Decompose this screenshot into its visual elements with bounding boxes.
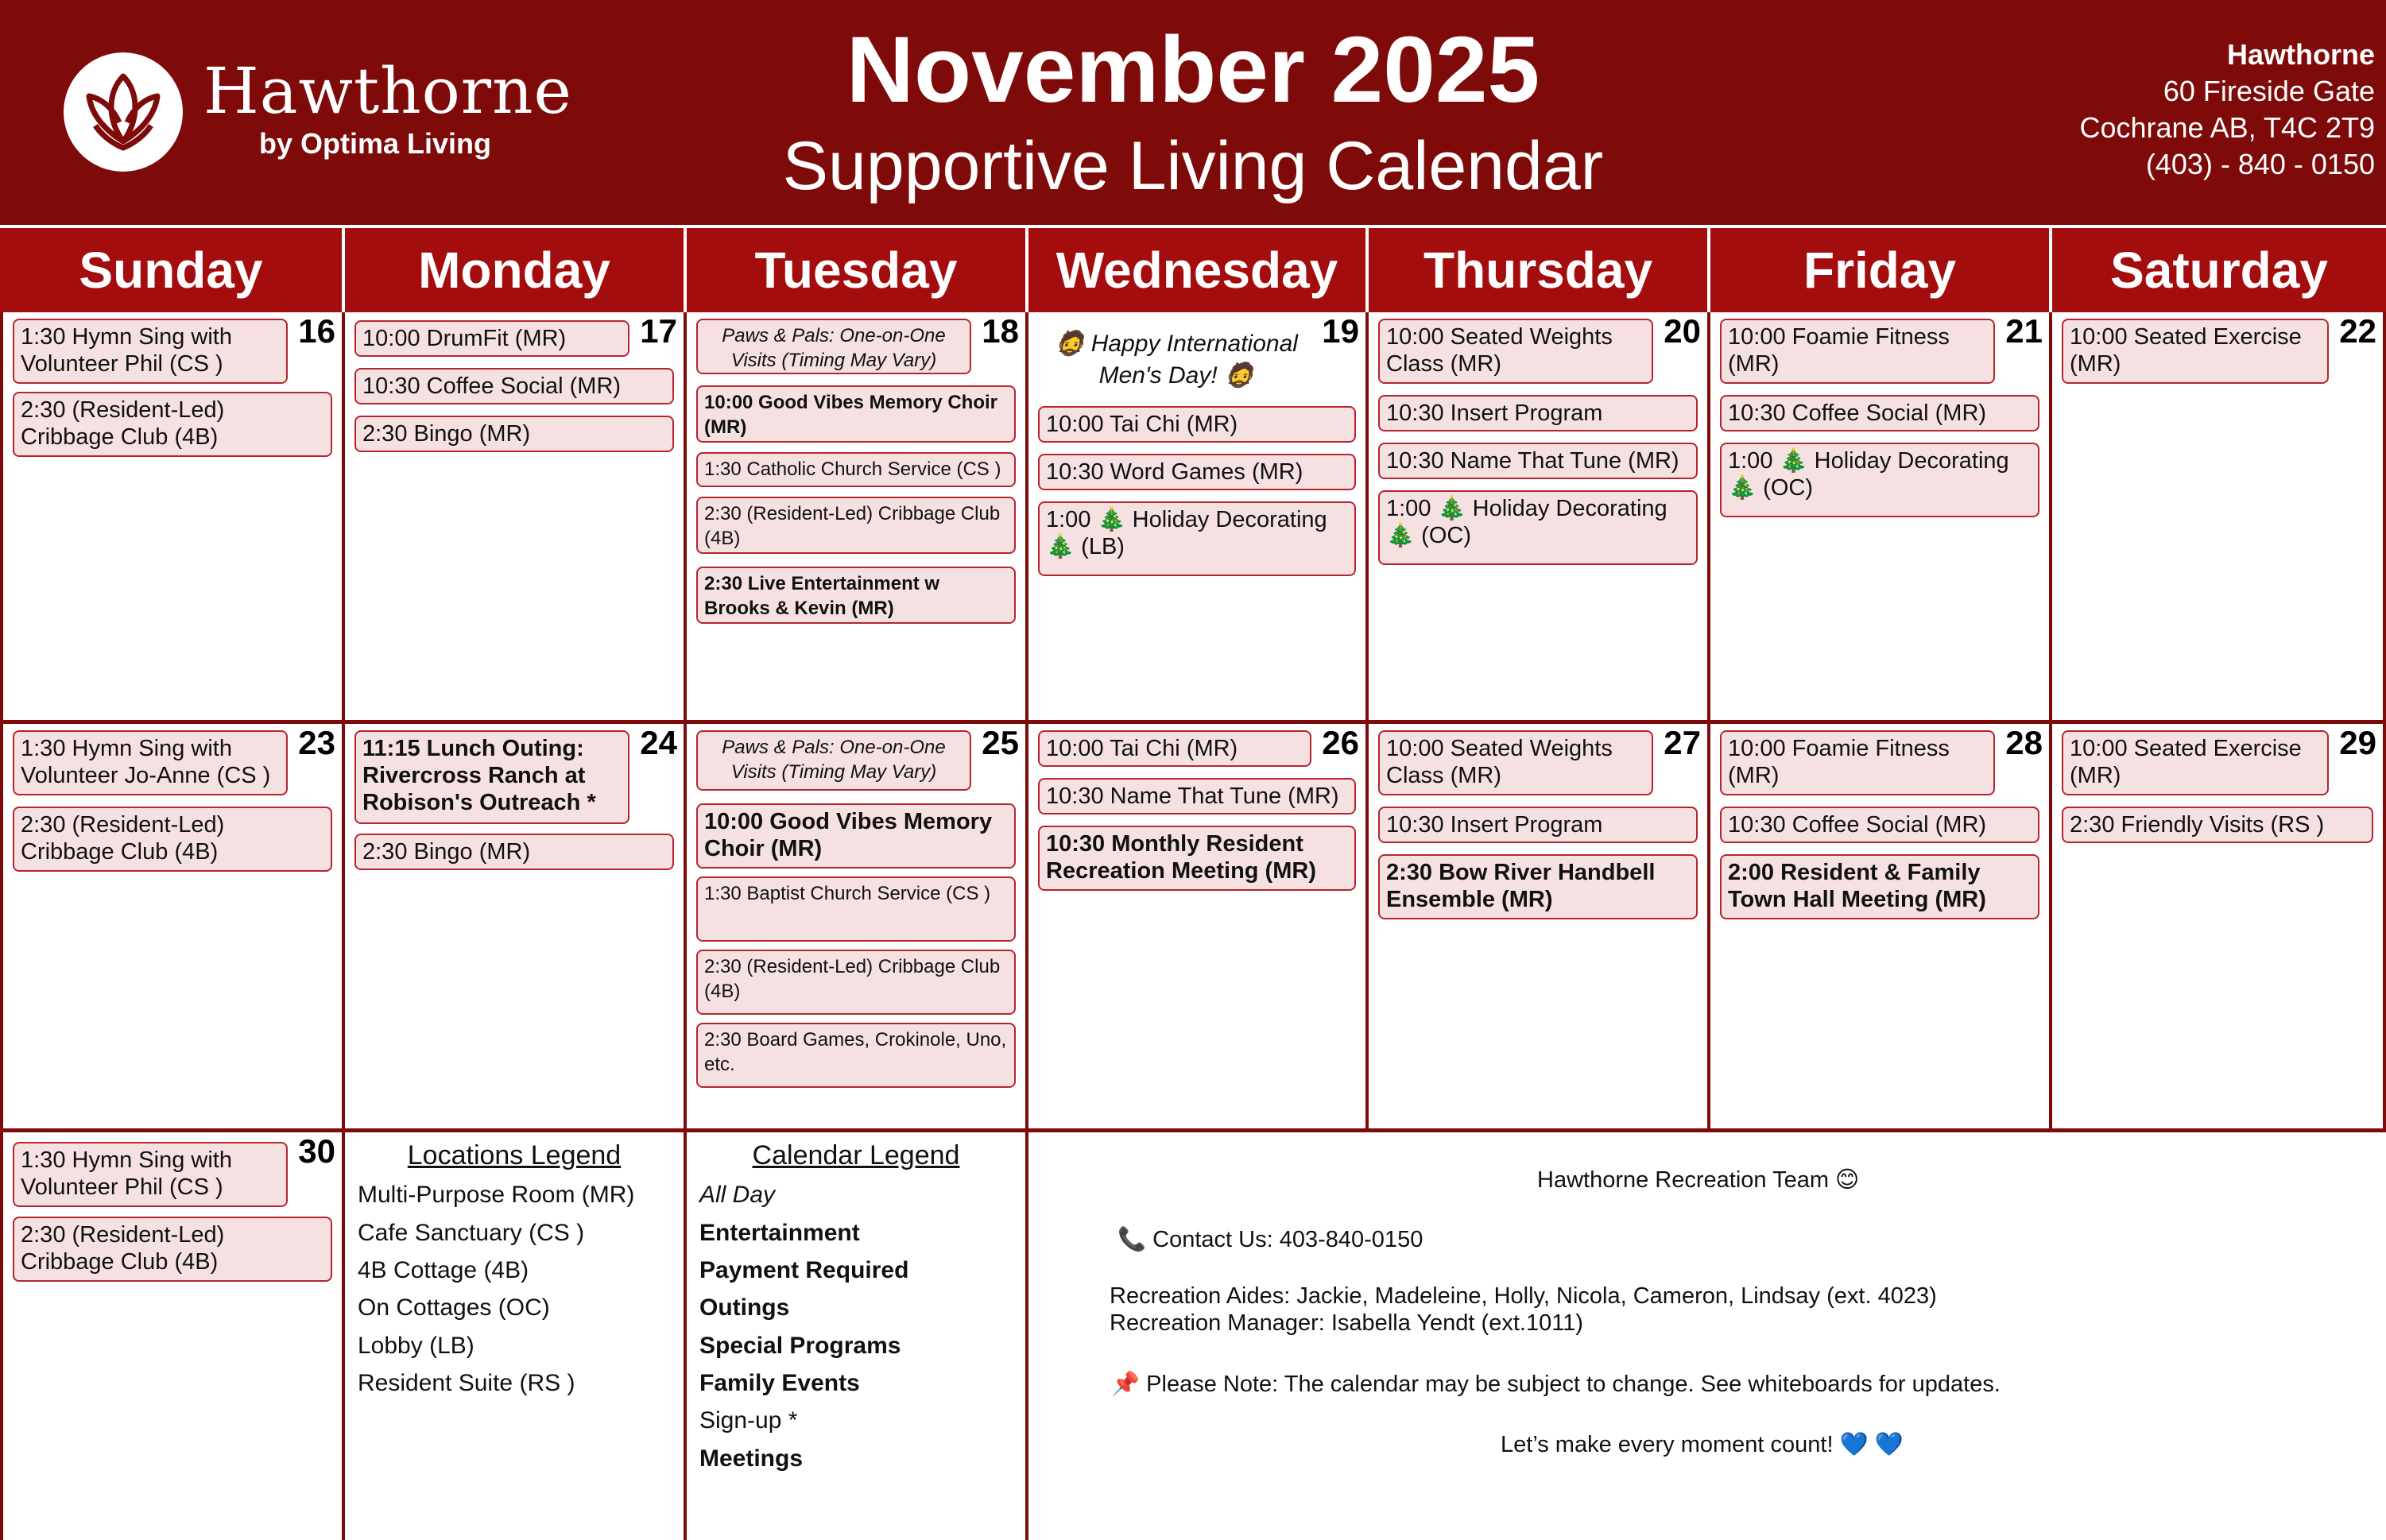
- event-cribbage-club[interactable]: 2:30 (Resident-Led) Cribbage Club (4B): [13, 807, 332, 872]
- recreation-manager: Recreation Manager: Isabella Yendt (ext.1011): [1110, 1310, 1583, 1336]
- event-bingo[interactable]: 2:30 Bingo (MR): [354, 416, 674, 452]
- day-number: 29: [2339, 724, 2376, 761]
- dayhead-thursday: Thursday: [1369, 228, 1707, 312]
- day-number: 27: [1664, 724, 1701, 761]
- dayhead-sunday: Sunday: [0, 228, 342, 312]
- day-number: 23: [298, 724, 335, 761]
- legend-location: Multi-Purpose Room (MR): [358, 1182, 635, 1208]
- day-cell-29: [2052, 724, 2383, 1128]
- day-cell-20: [1369, 312, 1707, 720]
- day-cell-18: [687, 312, 1025, 720]
- day-number: 30: [298, 1132, 335, 1170]
- event-church-service[interactable]: 1:30 Baptist Church Service (CS ): [696, 876, 1016, 942]
- dayhead-monday: Monday: [345, 228, 684, 312]
- event-name-that-tune[interactable]: 10:30 Name That Tune (MR): [1378, 443, 1698, 479]
- day-cell-22: [2052, 312, 2383, 720]
- contact-address-line2: Cochrane AB, T4C 2T9: [2079, 111, 2375, 144]
- event-tai-chi[interactable]: 10:00 Tai Chi (MR): [1038, 406, 1356, 443]
- event-handbell-ensemble[interactable]: 2:30 Bow River Handbell Ensemble (MR): [1378, 854, 1698, 919]
- event-cribbage-club[interactable]: 2:30 (Resident-Led) Cribbage Club (4B): [696, 950, 1016, 1015]
- legend-meetings: Meetings: [699, 1445, 804, 1472]
- brand-name: Hawthorne: [203, 54, 572, 128]
- dayhead-friday: Friday: [1710, 228, 2049, 312]
- legend-location: On Cottages (OC): [358, 1294, 550, 1321]
- event-church-service[interactable]: 1:30 Catholic Church Service (CS ): [696, 452, 1016, 487]
- event-holiday-decorating[interactable]: 1:00 🎄 Holiday Decorating 🎄 (LB): [1038, 501, 1356, 576]
- event-hymn-sing[interactable]: 1:30 Hymn Sing with Volunteer Phil (CS ): [13, 319, 288, 384]
- legend-payment-required: Payment Required: [699, 1257, 909, 1283]
- day-cell-27: [1369, 724, 1707, 1128]
- recreation-aides: Recreation Aides: Jackie, Madeleine, Holly, Nicola, Cameron, Lindsay (ext. 4023): [1110, 1283, 1937, 1309]
- legend-special-programs: Special Programs: [699, 1333, 901, 1359]
- day-number: 19: [1322, 312, 1359, 350]
- legend-sign-up: Sign-up *: [699, 1407, 798, 1434]
- legend-location: Resident Suite (RS ): [358, 1370, 575, 1396]
- day-number: 28: [2005, 724, 2043, 761]
- day-cell-28: [1710, 724, 2049, 1128]
- closing-message: Let’s make every moment count! 💙 💙: [1501, 1432, 1904, 1457]
- legend-family-events: Family Events: [699, 1370, 860, 1396]
- schedule-change-note: 📌 Please Note: The calendar may be subject to change. See whiteboards for updates.: [1111, 1372, 2001, 1397]
- brand-subtitle: by Optima Living: [259, 127, 492, 160]
- info-panel: [1028, 1132, 2386, 1540]
- day-number: 25: [982, 724, 1019, 761]
- legend-entertainment: Entertainment: [699, 1220, 860, 1246]
- contact-address-line1: 60 Fireside Gate: [2163, 75, 2375, 107]
- event-bingo[interactable]: 2:30 Bingo (MR): [354, 834, 674, 870]
- event-name-that-tune[interactable]: 10:30 Name That Tune (MR): [1038, 778, 1356, 814]
- calendar-header: [0, 0, 2386, 225]
- calendar-legend-title: Calendar Legend: [752, 1140, 960, 1170]
- legend-location: Lobby (LB): [358, 1333, 474, 1359]
- event-live-entertainment[interactable]: 2:30 Live Entertainment w Brooks & Kevin (MR): [696, 567, 1016, 624]
- day-cell-23: [3, 724, 342, 1128]
- locations-legend: [345, 1132, 684, 1540]
- page-title: November 2025: [846, 17, 1540, 122]
- day-number: 26: [1322, 724, 1359, 761]
- event-seated-exercise[interactable]: 10:00 Seated Exercise (MR): [2062, 319, 2329, 384]
- dayhead-tuesday: Tuesday: [687, 228, 1025, 312]
- event-seated-weights[interactable]: 10:00 Seated Weights Class (MR): [1378, 730, 1653, 795]
- day-cell-17: [345, 312, 684, 720]
- event-word-games[interactable]: 10:30 Word Games (MR): [1038, 454, 1356, 490]
- event-seated-weights[interactable]: 10:00 Seated Weights Class (MR): [1378, 319, 1653, 384]
- day-cell-30: [3, 1132, 342, 1540]
- day-number: 16: [298, 312, 335, 350]
- event-coffee-social[interactable]: 10:30 Coffee Social (MR): [1720, 395, 2039, 431]
- event-hymn-sing[interactable]: 1:30 Hymn Sing with Volunteer Phil (CS ): [13, 1142, 288, 1207]
- day-number: 17: [640, 312, 677, 350]
- day-cell-19: [1028, 312, 1365, 720]
- calendar-legend: [687, 1132, 1025, 1540]
- contact-phone: (403) - 840 - 0150: [2145, 148, 2375, 180]
- event-hymn-sing[interactable]: 1:30 Hymn Sing with Volunteer Jo-Anne (CS ): [13, 730, 288, 795]
- event-cribbage-club[interactable]: 2:30 (Resident-Led) Cribbage Club (4B): [13, 1217, 332, 1282]
- locations-legend-title: Locations Legend: [407, 1140, 622, 1170]
- day-number: 18: [982, 312, 1019, 350]
- event-holiday-decorating[interactable]: 1:00 🎄 Holiday Decorating 🎄 (OC): [1378, 490, 1698, 565]
- event-holiday-decorating[interactable]: 1:00 🎄 Holiday Decorating 🎄 (OC): [1720, 443, 2039, 517]
- contact-block: [2079, 37, 2375, 183]
- day-number: 21: [2005, 312, 2043, 350]
- event-memory-choir[interactable]: 10:00 Good Vibes Memory Choir (MR): [696, 803, 1016, 869]
- event-board-games[interactable]: 2:30 Board Games, Crokinole, Uno, etc.: [696, 1023, 1016, 1088]
- event-lunch-outing[interactable]: 11:15 Lunch Outing: Rivercross Ranch at Robison's Outreach *: [354, 730, 629, 824]
- event-drumfit[interactable]: 10:00 DrumFit (MR): [354, 320, 629, 357]
- event-tai-chi[interactable]: 10:00 Tai Chi (MR): [1038, 730, 1311, 767]
- special-day-note: 🧔 Happy International Men's Day! 🧔: [1055, 331, 1298, 389]
- dayhead-wednesday: Wednesday: [1028, 228, 1365, 312]
- event-cribbage-club[interactable]: 2:30 (Resident-Led) Cribbage Club (4B): [13, 392, 332, 457]
- day-cell-26: [1028, 724, 1365, 1128]
- legend-outings: Outings: [699, 1294, 790, 1321]
- event-cribbage-club[interactable]: 2:30 (Resident-Led) Cribbage Club (4B): [696, 497, 1016, 554]
- event-town-hall-meeting[interactable]: 2:00 Resident & Family Town Hall Meeting (MR): [1720, 854, 2039, 919]
- day-cell-16: [3, 312, 342, 720]
- day-number: 24: [640, 724, 677, 761]
- contact-phone-line: 📞 Contact Us: 403-840-0150: [1117, 1227, 1423, 1252]
- event-insert-program[interactable]: 10:30 Insert Program: [1378, 807, 1698, 843]
- event-memory-choir[interactable]: 10:00 Good Vibes Memory Choir (MR): [696, 385, 1016, 443]
- event-coffee-social[interactable]: 10:30 Coffee Social (MR): [1720, 807, 2039, 843]
- day-number: 20: [1664, 312, 1701, 350]
- event-friendly-visits[interactable]: 2:30 Friendly Visits (RS ): [2062, 807, 2373, 843]
- legend-location: Cafe Sanctuary (CS ): [358, 1220, 585, 1246]
- event-seated-exercise[interactable]: 10:00 Seated Exercise (MR): [2062, 730, 2329, 795]
- event-coffee-social[interactable]: 10:30 Coffee Social (MR): [354, 368, 674, 404]
- page-subtitle: Supportive Living Calendar: [782, 128, 1604, 204]
- event-insert-program[interactable]: 10:30 Insert Program: [1378, 395, 1698, 431]
- legend-all-day: All Day: [699, 1182, 776, 1208]
- day-cell-25: [687, 724, 1025, 1128]
- event-foamie-fitness[interactable]: 10:00 Foamie Fitness (MR): [1720, 319, 1995, 384]
- dayhead-saturday: Saturday: [2052, 228, 2386, 312]
- event-paws-pals[interactable]: Paws & Pals: One-on-One Visits (Timing May Vary): [696, 730, 971, 791]
- recreation-team-heading: Hawthorne Recreation Team 😊: [1537, 1167, 1860, 1193]
- contact-name: Hawthorne: [2226, 38, 2375, 71]
- day-cell-21: [1710, 312, 2049, 720]
- day-number: 22: [2339, 312, 2376, 350]
- legend-location: 4B Cottage (4B): [358, 1257, 529, 1283]
- event-monthly-resident-meeting[interactable]: 10:30 Monthly Resident Recreation Meeting (MR): [1038, 826, 1356, 891]
- event-paws-pals[interactable]: Paws & Pals: One-on-One Visits (Timing May Vary): [696, 319, 971, 374]
- event-foamie-fitness[interactable]: 10:00 Foamie Fitness (MR): [1720, 730, 1995, 795]
- day-cell-24: [345, 724, 684, 1128]
